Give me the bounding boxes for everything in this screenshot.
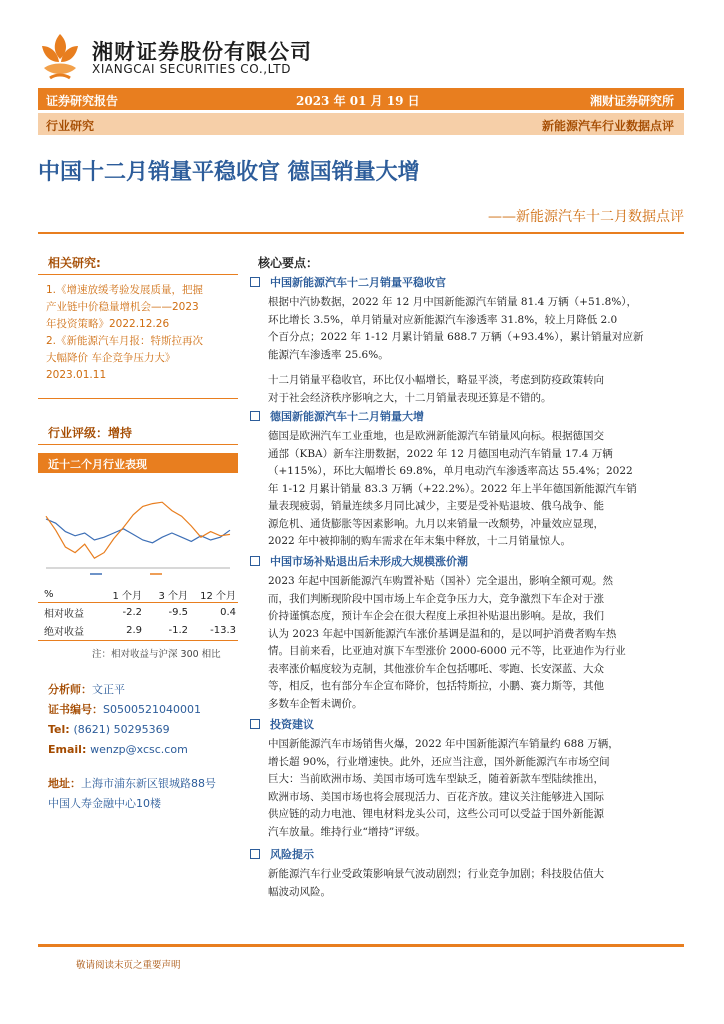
rating-label: 行业评级： — [48, 426, 109, 440]
address-row: 地址：上海市浦东新区银城路88号 — [48, 777, 216, 790]
xiangcai-logo-icon — [38, 32, 84, 82]
section-china-sales — [250, 274, 684, 407]
paragraph: 2023 年起中国新能源汽车购置补贴（国补）完全退出，影响全额可观。然 而，我们判断现阶段中国市场上车企竞争压力大，竞争激烈下车企对于涨 价持谨慎态度，预计车企会在很大程度上承担补贴退出影响。是故，我们 认为 2023 年起中国新能源汽车涨价基调是温和的，是以呵护消费者购车热 情。目前来看，比亚迪对旗下车型涨价 2000-6000 元不等，比亚迪作为行业 表率涨价幅度较为克制，其他涨价车企包括哪吒、零跑、长安深蓝、大众 等，相反，也有部分车企宣布降价，包括特斯拉，小鹏、赛力斯等，其他 多数车企暂未调价。 — [268, 575, 626, 710]
email-link[interactable]: wenzp@xcsc.com — [90, 743, 188, 756]
related-item[interactable]: 1.《增速放缓考验发展质量，把握 产业链中价稳量增机会——2023 年投资策略》2022.12.26 — [46, 284, 204, 330]
performance-chart — [40, 478, 236, 578]
paragraph: 十二月销量平稳收官，环比仅小幅增长，略显平淡，考虑到防疫政策转向 对于社会经济秩序影响之大，十二月销量表现还算是不错的。 — [268, 374, 604, 404]
perf-row-label: 绝对收益 — [44, 626, 84, 638]
rating-rule — [38, 444, 238, 445]
section-title: 投资建议 — [250, 716, 684, 734]
chart-series-line-0 — [46, 519, 230, 543]
address-line2: 中国人寿金融中心10楼 — [48, 797, 161, 810]
related-end-rule — [38, 398, 238, 399]
analyst-name: 文正平 — [92, 683, 125, 696]
chart-series-line-1 — [46, 502, 230, 558]
header-bar-primary — [38, 88, 684, 110]
email-row: Email: wenzp@xcsc.com — [48, 743, 188, 756]
perf-header-row — [44, 585, 236, 603]
perf-note: 注：相对收益与沪深 300 相比 — [92, 649, 221, 660]
section-subsidy-exit — [250, 553, 684, 713]
address-line1: 上海市浦东新区银城路88号 — [81, 777, 216, 790]
section-germany-sales — [250, 408, 684, 551]
rating-value: 增持 — [108, 426, 133, 440]
footer-bar — [38, 944, 684, 947]
report-type: 证券研究报告 — [46, 94, 119, 108]
footer-disclaimer-link[interactable]: 敬请阅读末页之重要声明 — [76, 960, 181, 971]
perf-header-rule — [38, 602, 238, 603]
perf-row — [44, 603, 236, 621]
report-series: 新能源汽车行业数据点评 — [541, 119, 674, 133]
perf-value: 0.4 — [220, 606, 236, 618]
company-name-en: XIANGCAI SECURITIES CO.,LTD — [92, 62, 292, 76]
paragraph: 中国新能源汽车市场销售火爆，2022 年中国新能源汽车销量约 688 万辆， 增长超 90%，行业增速快。此外，还应当注意，国外新能源汽车市场空间 巨大：当前欧洲市场、美国市场可选车型缺乏，随着新款车型陆续推出， 欧洲市场、美国市场也将会展现活力、百花齐放。建议关注能够进入国际 供应链的动力电池、锂电材料龙头公司，这些公司可以受益于国外新能源 汽车放量。维持行业“增持”评级。 — [268, 738, 619, 838]
perf-value: -2.2 — [122, 606, 142, 618]
related-item[interactable]: 2.《新能源汽车月报：特斯拉再次 大幅降价 车企竞争压力大》 2023.01.11 — [46, 335, 204, 381]
paragraph: 新能源汽车行业受政策影响景气波动剧烈；行业竞争加剧；科技股估值大 幅波动风险。 — [268, 868, 604, 898]
perf-header-cell: 1 个月 — [112, 590, 142, 602]
perf-bottom-rule — [38, 640, 238, 641]
perf-value: -13.3 — [210, 624, 236, 636]
section-title: 德国新能源汽车十二月销量大增 — [250, 408, 684, 426]
paragraph: 德国是欧洲汽车工业重地，也是欧洲新能源汽车销量风向标。根据德国交 通部（KBA）新车注册数据，2022 年 12 月德国电动汽车销量 17.4 万辆 （+115%），环比大幅增长 69.8%，单月电动汽车渗透率高达 55.4%；2022 年 1-12 月累计销量 83.3 万辆（+22.2%）。2022 年上半年德国新能源汽车销 量表现疲弱，销量连续多月同比减少，主要是受补贴退坡、俄乌战争、能 源危机、通货膨胀等因素影响。九月以来销量一改颓势，冲量效应显现， 2022 年中被抑制的购车需求在年末集中释放，十二月销量惊人。 — [268, 430, 637, 547]
perf-header-cell: 3 个月 — [158, 590, 188, 602]
section-title: 中国新能源汽车十二月销量平稳收官 — [250, 274, 684, 292]
perf-value: -1.2 — [168, 624, 188, 636]
analyst-row: 分析师：文正平 — [48, 683, 125, 696]
title-divider — [38, 232, 684, 234]
section-risk-warning — [250, 846, 684, 901]
performance-table — [44, 585, 236, 639]
checkbox-bullet-icon — [250, 277, 260, 287]
checkbox-bullet-icon — [250, 849, 260, 859]
related-research-rule — [38, 274, 238, 275]
report-subtitle: ——新能源汽车十二月数据点评 — [488, 209, 684, 225]
chart-title: 近十二个月行业表现 — [48, 458, 147, 471]
perf-row — [44, 621, 236, 639]
report-title: 中国十二月销量平稳收官 德国销量大增 — [38, 159, 420, 185]
tel-row: Tel: (8621) 50295369 — [48, 723, 170, 736]
cert-row: 证书编号：S0500521040001 — [48, 703, 201, 716]
report-category: 行业研究 — [46, 119, 95, 133]
chart-header — [38, 453, 238, 473]
paragraph: 根据中汽协数据，2022 年 12 月中国新能源汽车销量 81.4 万辆（+51.8%）， 环比增长 3.5%，单月销量对应新能源汽车渗透率 31.8%，较上月降低 2.0 个百分点；2022 年 1-12 月累计销量 688.7 万辆（+93.4%），累计销量对应新 能源汽车渗透率 25.6%。 — [268, 296, 644, 361]
institute-name: 湘财证券研究所 — [589, 94, 674, 108]
report-date: 2023 年 01 月 19 日 — [296, 94, 420, 108]
related-research-head: 相关研究: — [48, 256, 101, 270]
perf-header-cell: 12 个月 — [200, 590, 236, 602]
header-bar-secondary — [38, 113, 684, 135]
perf-value: 2.9 — [126, 624, 142, 636]
perf-row-label: 相对收益 — [44, 608, 84, 620]
section-title: 中国市场补贴退出后未形成大规模涨价潮 — [250, 553, 684, 571]
industry-rating — [48, 424, 132, 441]
company-logo — [38, 32, 84, 82]
analyst-info — [48, 680, 238, 814]
related-research-list — [46, 282, 238, 384]
core-points-head: 核心要点： — [258, 256, 319, 270]
perf-header-cell: % — [44, 588, 54, 600]
company-name-cn: 湘财证券股份有限公司 — [92, 40, 312, 64]
checkbox-bullet-icon — [250, 719, 260, 729]
perf-value: -9.5 — [168, 606, 188, 618]
checkbox-bullet-icon — [250, 556, 260, 566]
tel-number: (8621) 50295369 — [73, 723, 170, 736]
checkbox-bullet-icon — [250, 411, 260, 421]
section-investment-advice — [250, 716, 684, 841]
cert-number: S0500521040001 — [103, 703, 201, 716]
section-title: 风险提示 — [250, 846, 684, 864]
